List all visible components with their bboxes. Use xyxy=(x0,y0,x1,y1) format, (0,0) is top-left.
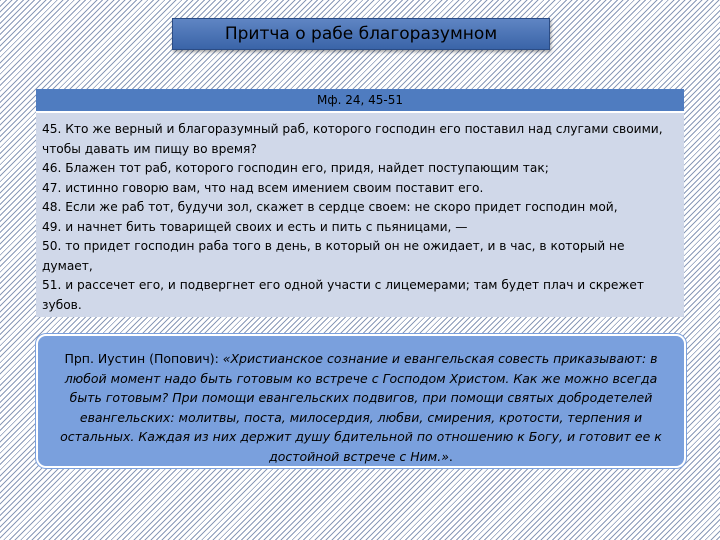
verse-50: 50. то придет господин раба того в день, в который он не ожидает, и в час, в который не думает, xyxy=(42,239,625,273)
slide-title-text: Притча о рабе благоразумном xyxy=(224,24,498,44)
verse-46: 46. Блажен тот раб, которого господин его, придя, найдет поступающим так; xyxy=(42,161,549,175)
scripture-body xyxy=(36,113,684,317)
verse-51: 51. и рассечет его, и подвергнет его одной участи с лицемерами; там будет плач и скрежет зубов. xyxy=(42,278,644,312)
verse-45: 45. Кто же верный и благоразумный раб, которого господин его поставил над слугами своими, чтобы давать им пищу во время? xyxy=(42,122,663,156)
verse-49: 49. и начнет бить товарищей своих и есть и пить с пьяницами, — xyxy=(42,219,468,234)
scripture-table xyxy=(36,89,684,317)
scripture-reference xyxy=(36,89,684,113)
verse-48: 48. Если же раб тот, будучи зол, скажет в сердце своем: не скоро придет господин мой, xyxy=(42,200,618,214)
quote-author: Прп. Иустин (Попович): xyxy=(64,351,223,366)
scripture-reference-text: Мф. 24, 45-51 xyxy=(316,93,403,107)
verse-47: 47. истинно говорю вам, что над всем имением своим поставит его. xyxy=(42,180,484,195)
slide-title xyxy=(172,18,550,50)
quote-tail: . xyxy=(448,448,453,464)
quote-box xyxy=(36,334,686,468)
quote-text: «Христианское сознание и евангельская совесть приказывают: в любой момент надо быть готовым ко встрече с Господом Христом. Как же можно всегда быть готовым? При помощи евангельских подвигов, при помощи святых добродетелей евангельских: молитвы, поста, милосердия, любви, смирения, кротости, терпения и остальных. Каждая из них держит душу бдительной по отношению к Богу, и готовит ее к достойной встрече с Ним.» xyxy=(60,351,662,464)
